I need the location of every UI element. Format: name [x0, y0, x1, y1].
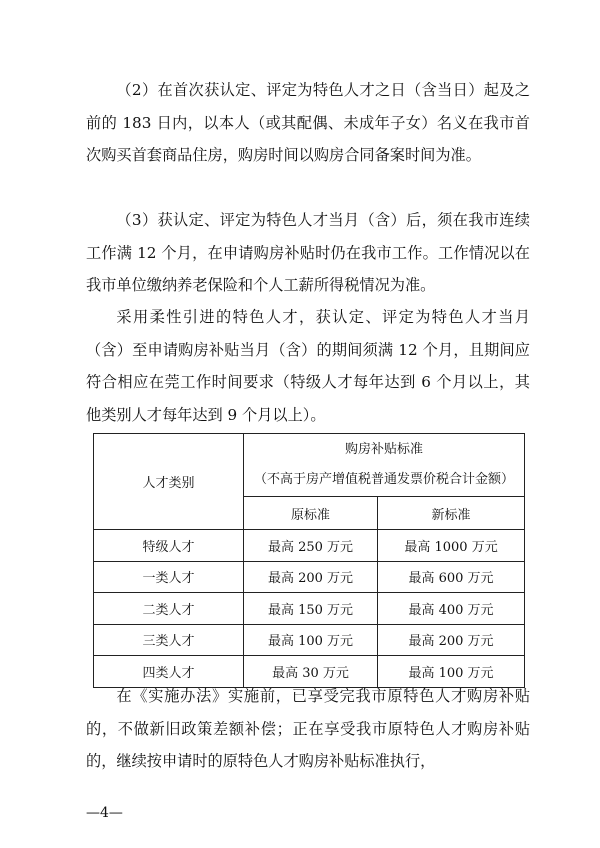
row-category: 二类人才: [94, 593, 244, 625]
row-category: 特级人才: [94, 530, 244, 562]
table-row: [94, 624, 525, 656]
standard-header-note: （不高于房产增值税普通发票价税合计金额）: [253, 472, 514, 487]
standard-header: [244, 434, 525, 497]
row-new: 最高 400 万元: [378, 593, 525, 625]
row-original: 最高 200 万元: [244, 561, 378, 593]
category-header: 人才类别: [94, 434, 244, 530]
row-category: 一类人才: [94, 561, 244, 593]
table-row: [94, 593, 525, 625]
row-original: 最高 30 万元: [244, 656, 378, 688]
paragraph-flexible-talent: 采用柔性引进的特色人才，获认定、评定为特色人才当月（含）至申请购房补贴当月（含）的期间须满 12 个月，且期间应符合相应在莞工作时间要求（特级人才每年达到 6 个月以上，其他类别人才每年达到 9 个月以上）。: [86, 308, 530, 424]
table-header-row: [94, 434, 525, 497]
standard-header-title: 购房补贴标准: [344, 442, 423, 457]
table-row: [94, 530, 525, 562]
row-new: 最高 100 万元: [378, 656, 525, 688]
subsidy-standard-table: [93, 433, 525, 688]
paragraph-condition-2: （2）在首次获认定、评定为特色人才之日（含当日）起及之前的 183 日内，以本人（或其配偶、未成年子女）名义在我市首次购买首套商品住房，购房时间以购房合同备案时间为准。: [86, 81, 530, 164]
original-standard-header: 原标准: [244, 497, 378, 530]
paragraph-condition-3: （3）获认定、评定为特色人才当月（含）后，须在我市连续工作满 12 个月，在申请购房补贴时仍在我市工作。工作情况以在我市单位缴纳养老保险和个人工薪所得税情况为准。: [86, 211, 530, 294]
row-original: 最高 100 万元: [244, 624, 378, 656]
table-row: [94, 561, 525, 593]
row-original: 最高 150 万元: [244, 593, 378, 625]
row-new: 最高 1000 万元: [378, 530, 525, 562]
row-category: 三类人才: [94, 624, 244, 656]
new-standard-header: 新标准: [378, 497, 525, 530]
row-original: 最高 250 万元: [244, 530, 378, 562]
row-new: 最高 200 万元: [378, 624, 525, 656]
row-new: 最高 600 万元: [378, 561, 525, 593]
page-number: —4—: [86, 805, 123, 821]
paragraph-transition-rule: 在《实施办法》实施前，已享受完我市原特色人才购房补贴的，不做新旧政策差额补偿；正在享受我市原特色人才购房补贴的，继续按申请时的原特色人才购房补贴标准执行，: [86, 687, 530, 770]
row-category: 四类人才: [94, 656, 244, 688]
